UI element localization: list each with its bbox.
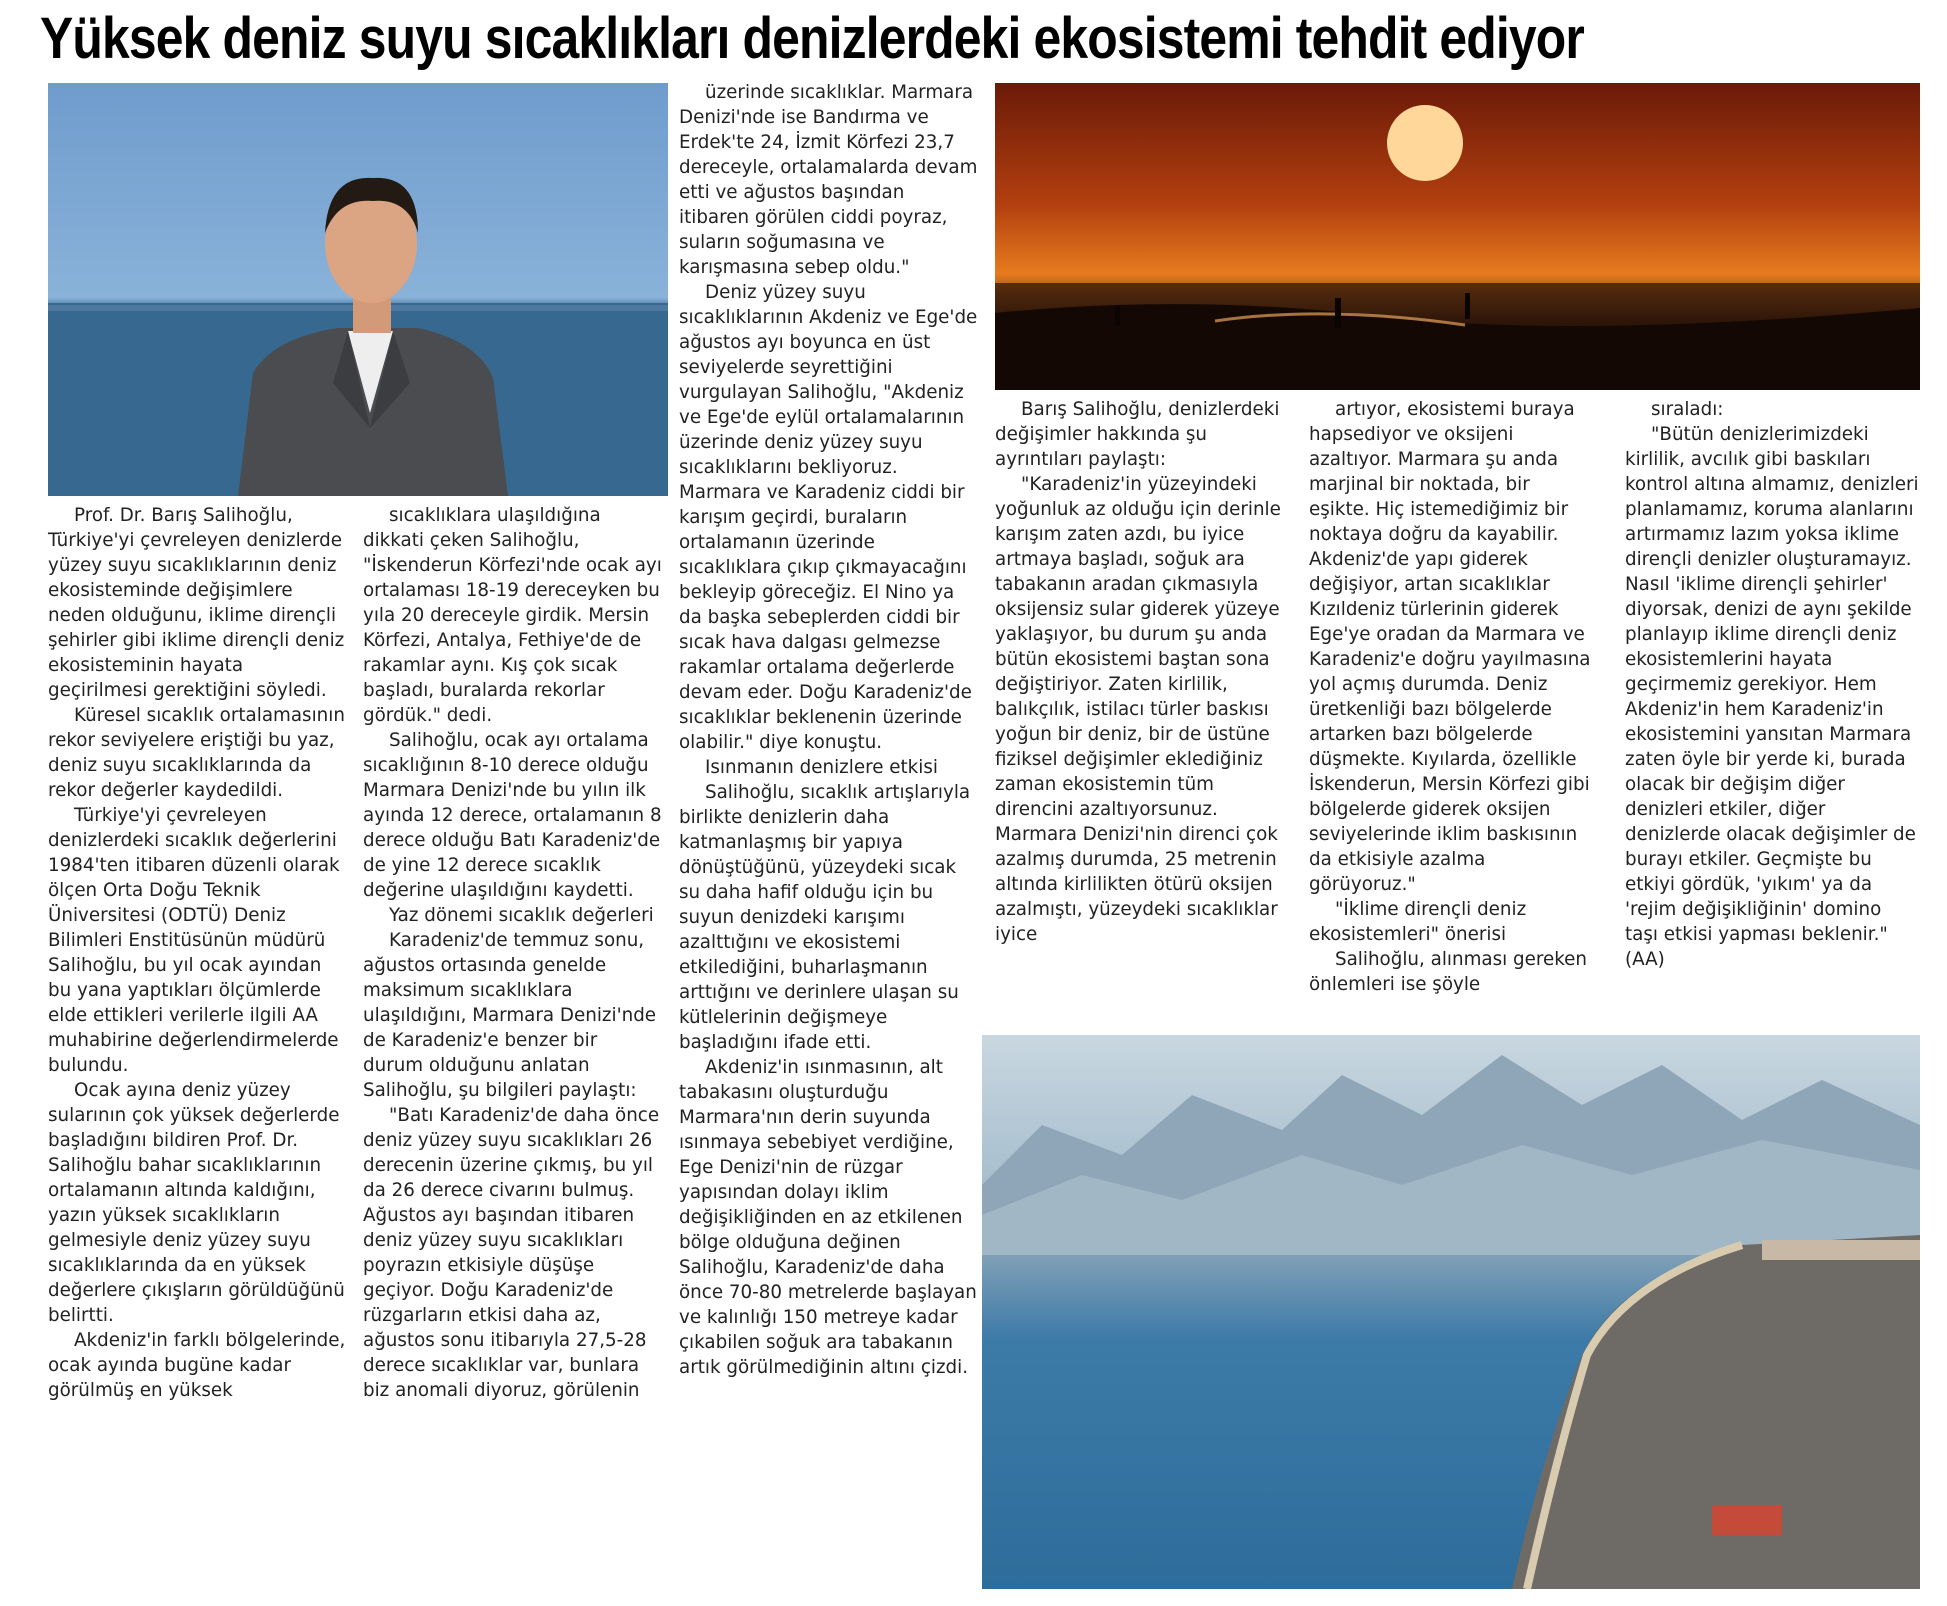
- article-paragraph: "İklime dirençli deniz ekosistemleri" önerisi: [1309, 899, 1527, 945]
- article-paragraph: Salihoğlu, sıcaklık artışlarıyla birlikte denizlerin daha katmanlaşmış bir yapıya dönüştüğünü, yüzeydeki sıcak su daha hafif olduğu için bu suyun denizdeki karışımı azalttığını ve ekosistemi etkilediğini, buharlaşmanın arttığını ve derinlere ulaşan su kütlelerinin değişmeye başladığını ifade etti.: [679, 782, 971, 1053]
- article-paragraph: Akdeniz'in ısınmasının, alt tabakasını oluşturduğu Marmara'nın derin suyunda ısınmaya sebebiyet verdiğine, Ege Denizi'nin de rüzgar yapısından dolayı iklim değişikliğinden en az etkilenen bölge olduğuna değinen Salihoğlu, Karadeniz'de daha önce 70-80 metrelerde başlayan ve kalınlığı 150 metreye kadar çıkabilen soğuk ara tabakanın artık görülmediğinin altını çizdi.: [679, 1057, 977, 1378]
- article-paragraph: Akdeniz'in farklı bölgelerinde, ocak ayında bugüne kadar görülmüş en yüksek: [48, 1330, 346, 1401]
- article-paragraph: Salihoğlu, ocak ayı ortalama sıcaklığının 8-10 derece olduğu Marmara Denizi'nde bu yılın ilk ayında 12 derece, ortalamanın 8 derece olduğu Batı Karadeniz'de de yine 12 derece sıcaklık değerine ulaşıldığını kaydetti.: [363, 730, 662, 901]
- article-paragraph: sıcaklıklara ulaşıldığına dikkati çeken Salihoğlu, "İskenderun Körfezi'nde ocak ayı ortalaması 18-19 dereceyken bu yıla 20 dereceyle girdik. Mersin Körfezi, Antalya, Fethiye'de de rakamlar aynı. Kış çok sıcak başladı, buralarda rekorlar gördük." dedi.: [363, 505, 662, 726]
- article-paragraph: "Karadeniz'in yüzeyindeki yoğunluk az olduğu için derinle karışım zaten azdı, bu iyice artmaya başladı, soğuk ara tabakanın aradan çıkmasıyla oksijensiz sular giderek yüzeye yaklaşıyor, bu durum şu anda bütün ekosistemi baştan sona değiştiriyor. Zaten kirlilik, balıkçılık, istilacı türler baskısı yoğun bir deniz, bir de üstüne fiziksel değişimler eklediğiniz zaman ekosistemin tüm direncini azaltıyorsunuz. Marmara Denizi'nin direnci çok azalmış durumda, 25 metrenin altında kirlilikten ötürü oksijen azalmıştı, yüzeydeki sıcaklıklar iyice: [995, 474, 1281, 945]
- article-paragraph: Küresel sıcaklık ortalamasının rekor seviyelere eriştiği bu yaz, deniz suyu sıcaklıklarında da rekor değerler kaydedildi.: [48, 705, 345, 801]
- article-paragraph: Barış Salihoğlu, denizlerdeki değişimler hakkında şu ayrıntıları paylaştı:: [995, 399, 1280, 470]
- article-paragraph: Karadeniz'de temmuz sonu, ağustos ortasında genelde maksimum sıcaklıklara ulaşıldığını, Marmara Denizi'nde de Karadeniz'e benzer bir durum olduğunu anlatan Salihoğlu, şu bilgileri paylaştı:: [363, 930, 657, 1101]
- person-photo: [48, 83, 668, 496]
- article-paragraph: üzerinde sıcaklıklar. Marmara Denizi'nde ise Bandırma ve Erdek'te 24, İzmit Körfezi 23,7 dereceyle, ortalamalarda devam etti ve ağustos başından itibaren görülen ciddi poyraz, suların soğumasına ve karışmasına sebep oldu.": [679, 82, 978, 278]
- article-paragraph: Isınmanın denizlere etkisi: [705, 757, 938, 778]
- headline: Yüksek deniz suyu sıcaklıkları denizlerdeki ekosistemi tehdit ediyor: [40, 6, 1584, 71]
- article-column-1: [48, 503, 346, 1403]
- sunset-photo: [995, 83, 1920, 390]
- article-paragraph: artıyor, ekosistemi buraya hapsediyor ve oksijeni azaltıyor. Marmara şu anda marjinal bir noktada, bir eşikte. Hiç istemediğimiz bir noktaya doğru da kayabilir. Akdeniz'de yapı giderek değişiyor, artan sıcaklıklar Kızıldeniz türlerinin giderek Ege'ye oradan da Marmara ve Karadeniz'e doğru yayılmasına yol açmış durumda. Deniz üretkenliği bazı bölgelerde artarken bazı bölgelerde düşmekte. Kıyılarda, özellikle İskenderun, Mersin Körfezi gibi bölgelerde giderek oksijen seviyelerinde iklim baskısının da etkisiyle azalma görüyoruz.": [1309, 399, 1591, 895]
- article-paragraph: sıraladı:: [1651, 399, 1724, 420]
- article-column-3: [679, 80, 979, 1380]
- beach-photo: [982, 1035, 1920, 1589]
- article-column-6: [1625, 397, 1920, 972]
- article-column-4: [995, 397, 1285, 947]
- article-column-5: [1309, 397, 1594, 997]
- article-paragraph: Yaz dönemi sıcaklık değerleri: [389, 905, 654, 926]
- article-column-2: [363, 503, 663, 1403]
- article-paragraph: Salihoğlu, alınması gereken önlemleri ise şöyle: [1309, 949, 1587, 995]
- article-paragraph: Prof. Dr. Barış Salihoğlu, Türkiye'yi çevreleyen denizlerde yüzey suyu sıcaklıklarının deniz ekosisteminde değişimlere neden olduğunu, iklime dirençli şehirler gibi iklime dirençli deniz ekosisteminin hayata geçirilmesi gerektiğini söyledi.: [48, 505, 345, 701]
- article-paragraph: Ocak ayına deniz yüzey sularının çok yüksek değerlerde başladığını bildiren Prof. Dr. Salihoğlu bahar sıcaklıklarının ortalamanın altında kaldığını, yazın yüksek sıcaklıkların gelmesiyle deniz yüzey suyu sıcaklıklarında da en yüksek değerlere çıkışların görüldüğünü belirtti.: [48, 1080, 345, 1326]
- article-paragraph: Deniz yüzey suyu sıcaklıklarının Akdeniz ve Ege'de ağustos ayı boyunca en üst seviyelerde seyrettiğini vurgulayan Salihoğlu, "Akdeniz ve Ege'de eylül ortalamalarının üzerinde deniz yüzey suyu sıcaklıklarını bekliyoruz. Marmara ve Karadeniz ciddi bir karışım geçirdi, buraların ortalamanın üzerinde sıcaklıklara çıkıp çıkmayacağını bekleyip göreceğiz. El Nino ya da başka sebeplerden ciddi bir sıcak hava dalgası gelmezse rakamlar ortalama değerlerde devam eder. Doğu Karadeniz'de sıcaklıklar beklenenin üzerinde olabilir." diye konuştu.: [679, 282, 978, 753]
- article-paragraph: "Batı Karadeniz'de daha önce deniz yüzey suyu sıcaklıkları 26 derecenin üzerine çıkmış, bu yıl da 26 derece civarını bulmuş. Ağustos ayı başından itibaren deniz yüzey suyu sıcaklıkları poyrazın etkisiyle düşüşe geçiyor. Doğu Karadeniz'de rüzgarların etkisi daha az, ağustos sonu itibarıyla 27,5-28 derece sıcaklıklar var, bunlara biz anomali diyoruz, görülenin: [363, 1105, 660, 1401]
- article-paragraph: Türkiye'yi çevreleyen denizlerdeki sıcaklık değerlerini 1984'ten itibaren düzenli olarak ölçen Orta Doğu Teknik Üniversitesi (ODTÜ) Deniz Bilimleri Enstitüsünün müdürü Salihoğlu, bu yıl ocak ayından bu yana yaptıkları ölçümlerde elde ettikleri verilerle ilgili AA muhabirine değerlendirmelerde bulundu.: [48, 805, 340, 1076]
- article-paragraph: "Bütün denizlerimizdeki kirlilik, avcılık gibi baskıları kontrol altına almamız, denizleri planlamamız, koruma alanlarını artırmamız lazım yoksa iklime dirençli denizler oluşturamayız. Nasıl 'iklime dirençli şehirler' diyorsak, denizi de aynı şekilde planlayıp iklime dirençli deniz ekosistemlerini hayata geçirmemiz gerekiyor. Hem Akdeniz'in hem Karadeniz'in ekosistemini yansıtan Marmara zaten öyle bir yerde ki, burada olacak bir değişim diğer denizleri etkiler, diğer denizlerde olacak değişimler de burayı etkiler. Geçmişte bu etkiyi gördük, 'yıkım' ya da 'rejim değişikliğinin' domino taşı etkisi yapması beklenir."(AA): [1625, 424, 1919, 970]
